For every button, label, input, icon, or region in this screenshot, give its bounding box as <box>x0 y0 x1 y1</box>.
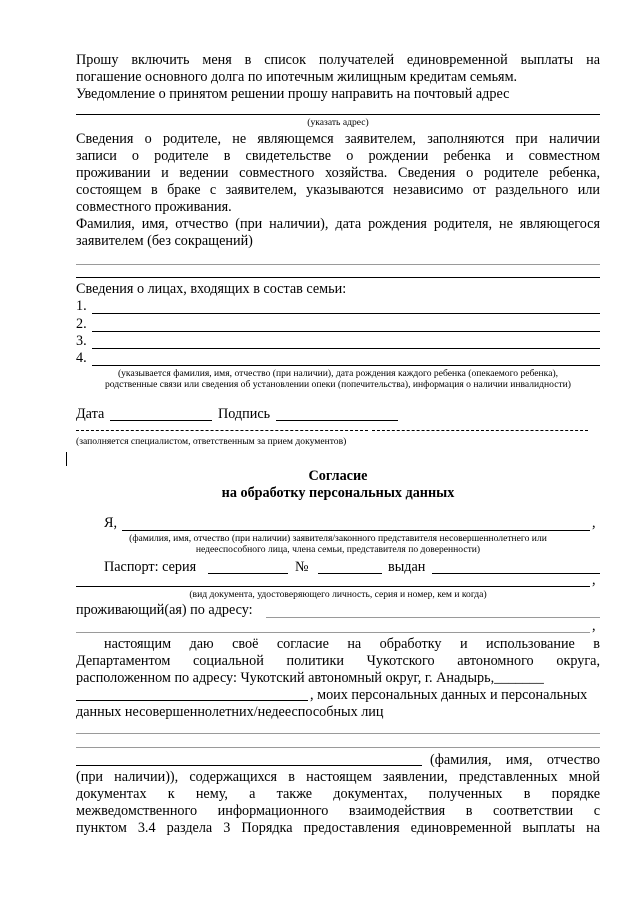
document-caption: (вид документа, удостоверяющего личность, серия и номер, кем и когда) <box>189 589 487 600</box>
specialist-dashed-line-left <box>76 430 368 431</box>
parent-fio-field-line-1[interactable] <box>76 264 600 265</box>
consent-minors-field-3[interactable] <box>76 765 422 766</box>
family-heading: Сведения о лицах, входящих в состав семьи: <box>76 281 347 297</box>
specialist-caption: (заполняется специалистом, ответственным за прием документов) <box>76 436 347 447</box>
consent-fio-comma: , <box>592 515 596 531</box>
consent-body-line-2: Департаментом социальной политики Чукотского автономного округа, <box>76 653 600 669</box>
passport-series-field[interactable] <box>208 573 288 574</box>
address-field-line[interactable] <box>76 114 600 115</box>
consent-fio-caption-line-2: недееспособного лица, члена семьи, представителя по доверенности) <box>195 544 481 555</box>
signature-field-line[interactable] <box>276 420 398 421</box>
application-request-line-1: Прошу включить меня в список получателей единовременной выплаты на <box>76 52 600 68</box>
specialist-dashed-line-right <box>372 430 588 431</box>
family-member-line-2[interactable] <box>92 331 600 332</box>
consent-fio-tail: (фамилия, имя, отчество <box>430 752 600 768</box>
family-number-1: 1. <box>76 298 87 314</box>
consent-final-line-2: документах к нему, а также документах, полученных в порядке <box>76 786 600 802</box>
consent-minors-field-1[interactable] <box>76 733 600 734</box>
family-number-4: 4. <box>76 350 87 366</box>
notice-address-line: Уведомление о принятом решении прошу направить на почтовый адрес <box>76 86 510 102</box>
consent-location-line: расположенном по адресу: Чукотский автономный округ, г. Анадырь,_______ <box>76 670 544 686</box>
consent-fio-caption-line-1: (фамилия, имя, отчество (при наличии) заявителя/законного представителя несовершеннолетнего или <box>129 533 547 544</box>
consent-minors-line: данных несовершеннолетних/недееспособных лиц <box>76 704 384 720</box>
consent-final-line-4: пунктом 3.4 раздела 3 Порядка предоставления единовременной выплаты на <box>76 820 600 836</box>
date-label: Дата <box>76 406 105 422</box>
signature-label: Подпись <box>218 406 271 422</box>
parent-fio-line-1: Фамилия, имя, отчество (при наличии), дата рождения родителя, не являющегося <box>76 216 600 232</box>
parent-info-line-4: состоящем в браке с заявителем, указываются независимо от раздельного или <box>76 182 600 198</box>
passport-issued-field[interactable] <box>432 573 600 574</box>
passport-number-field[interactable] <box>318 573 382 574</box>
family-member-line-1[interactable] <box>92 313 600 314</box>
family-member-line-3[interactable] <box>92 348 600 349</box>
consent-final-line-3: межведомственного информационного взаимодействия в соответствии с <box>76 803 600 819</box>
passport-details-field[interactable] <box>76 586 590 587</box>
parent-info-line-5: совместного проживания. <box>76 199 232 215</box>
parent-fio-line-2: заявителем (без сокращений) <box>76 233 253 249</box>
family-number-2: 2. <box>76 316 87 332</box>
family-caption-line-1: (указывается фамилия, имя, отчество (при наличии), дата рождения каждого ребенка (опекаемого ребенка), <box>117 368 559 379</box>
consent-minors-field-2[interactable] <box>76 747 600 748</box>
parent-info-line-3: проживании и ведении совместного хозяйства. Сведения о родителе ребенка, <box>76 165 600 181</box>
residing-address-field-2[interactable] <box>76 632 590 633</box>
text-cursor <box>66 452 67 466</box>
consent-body-line-1: настоящим даю своё согласие на обработку и использование в <box>104 636 600 652</box>
passport-details-comma: , <box>592 572 596 588</box>
consent-i-label: Я, <box>104 515 118 531</box>
passport-number-label: № <box>295 559 309 575</box>
family-member-line-4[interactable] <box>92 365 600 366</box>
consent-fio-field-line[interactable] <box>122 530 590 531</box>
parent-fio-field-line-2[interactable] <box>76 277 600 278</box>
address-caption: (указать адрес) <box>307 117 369 128</box>
passport-series-label: Паспорт: серия <box>104 559 197 575</box>
consent-my-data-line: , моих персональных данных и персональных <box>310 687 588 703</box>
family-caption-line-2: родственные связи или сведения об установлении опеки (попечительства), информация о наличии инвалидности) <box>104 379 572 390</box>
date-field-line[interactable] <box>110 420 212 421</box>
consent-department-field[interactable] <box>76 700 308 701</box>
application-request-line-2: погашение основного долга по ипотечным жилищным кредитам семьям. <box>76 69 518 85</box>
residing-address-field-1[interactable] <box>266 617 600 618</box>
residing-address-comma: , <box>592 618 596 634</box>
residing-label: проживающий(ая) по адресу: <box>76 602 253 618</box>
parent-info-line-1: Сведения о родителе, не являющемся заявителем, заполняются при наличии <box>76 131 600 147</box>
consent-final-line-1: (при наличии)), содержащихся в настоящем заявлении, представленных мной <box>76 769 600 785</box>
passport-issued-label: выдан <box>388 559 426 575</box>
parent-info-line-2: записи о родителе в свидетельстве о рождении ребенка и совместном <box>76 148 600 164</box>
family-number-3: 3. <box>76 333 87 349</box>
consent-subtitle: на обработку персональных данных <box>221 485 455 501</box>
consent-title: Согласие <box>308 468 368 484</box>
